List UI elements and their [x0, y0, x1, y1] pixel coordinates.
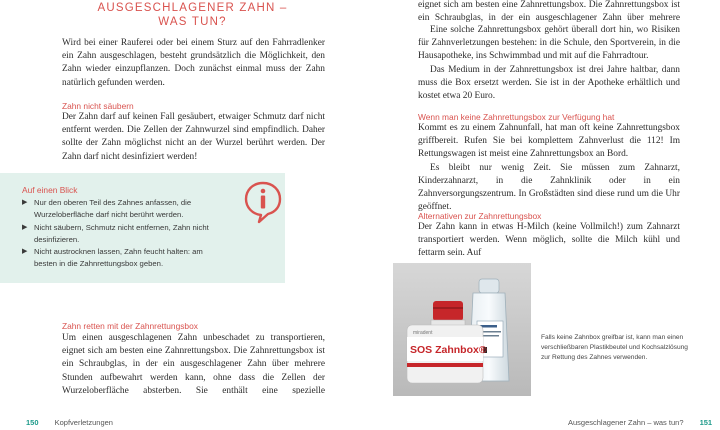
page-number: 150 — [26, 418, 39, 427]
chapter-title-line2: WAS TUN? — [158, 16, 227, 28]
photo-brand-label: miradent — [413, 330, 433, 336]
continued-paragraph — [418, 0, 680, 24]
paragraph-zahn-nicht-saeubern: Der Zahn darf auf keinen Fall gesäubert, etwaiger Schmutz darf nicht entfernt werden. Die Zellen der Zahnwurzel sind empfindlich. Daher sollte der Zahn möglichst nicht an der Wurzel berührt werden. Der Zahn darf nicht desinfiziert werden! — [62, 112, 325, 162]
paragraph-keine-zahnrettungsbox: Kommt es zu einem Zahnunfall, hat man oft keine Zahnrettungsbox griffbereit. Rufen Sie bei komplettem Zahnverlust die 112! Im Rettungswagen ist meist eine Zahnrettungsbox an Bord. Es bleibt nur wenig Zeit. Sie müssen zum Zahnarzt, Kinderzahnarzt, in die Zahnklinik oder in ein Zahnversorgungszentrum. In Großstädten sind diese rund um die Uhr geöffnet. — [418, 123, 680, 213]
at-a-glance-list — [22, 197, 222, 271]
product-photo-illustration — [393, 263, 531, 396]
footer-left — [26, 418, 113, 427]
paragraph-zahn-retten: Um einen ausgeschlagenen Zahn unbeschadet zu transportieren, eignet sich am besten eine Zahnrettungsbox. Die Zahnrettungsbox ist ein Schraubglas, in der ein ausgeschlagener Zahn über mehrere Stunden aufbewahrt werden kann, ohne dass die Zellen der Wurzeloberfläche absterben. Sie enthält eine spezielle — [62, 333, 325, 394]
chapter-title-line1: AUSGESCHLAGENER ZAHN – — [97, 2, 288, 14]
subheading-alternativen: Alternativen zur Zahnrettungsbox — [418, 211, 542, 221]
photo-caption: Falls keine Zahnbox greifbar ist, kann man einen verschließbaren Plastikbeutel und Kochsalzlösung zur Rettung des Zahnes verwenden. — [541, 334, 688, 361]
subheading-keine-zahnrettungsbox: Wenn man keine Zahnrettungsbox zur Verfügung hat — [418, 112, 615, 122]
at-a-glance-title: Auf einen Blick — [22, 185, 78, 195]
paragraph-alternativen: Der Zahn kann in etwas H-Milch (keine Vollmilch!) zum Zahnarzt transportiert werden. Wenn möglich, sollte die Milch kühl und fettarm sein. Auf — [418, 222, 680, 259]
paragraph-where-to-keep: Eine solche Zahnrettungsbox gehört überall dort hin, wo Risiken für Zahnverletzungen bestehen: in die Schule, den Sportverein, in die Hausapotheke, ins Schwimmbad und mit auf die Fahrradtour. Das Medium in der Zahnrettungsbox ist drei Jahre haltbar, dann muss die Box ersetzt werden. Sie ist in der Apotheke erhältlich und kostet etwa 20 Euro. — [418, 25, 680, 102]
bullet-icon: ▶ — [22, 248, 28, 256]
intro-paragraph: Wird bei einer Rauferei oder bei einem Sturz auf den Fahrradlenker ein Zahn ausgeschlagen, besteht grundsätzlich die Möglichkeit, den Zahn wieder einzupflanzen. Doch zunächst einmal muss der Zahn natürlich gefunden werden. — [62, 38, 325, 88]
page-number: 151 — [699, 418, 713, 427]
subheading-zahn-retten: Zahn retten mit der Zahnrettungsbox — [62, 321, 198, 331]
list-item: ▶ Nicht säubern, Schmutz nicht entfernen, Zahn nicht desinfizieren. — [22, 222, 209, 244]
subheading-zahn-nicht-saeubern: Zahn nicht säubern — [62, 101, 134, 111]
running-footer-label: Ausgeschlagener Zahn – was tun? — [568, 418, 684, 427]
chapter-title — [60, 1, 325, 29]
footer-right — [568, 418, 712, 427]
list-item: ▶ Nur den oberen Teil des Zahnes anfassen, die Wurzeloberfläche darf nicht berührt werden. — [22, 198, 192, 220]
info-icon — [243, 180, 283, 224]
continuation-text: eignet sich am besten eine Zahnrettungsbox. Die Zahnrettungsbox ist ein Schraubglas, in der ein ausgeschlagener Zahn über mehrere — [418, 0, 680, 24]
list-item: ▶ Nicht austrocknen lassen, Zahn feucht halten: am besten in die Zahnrettungsbox geben. — [22, 247, 203, 269]
product-photo — [393, 263, 531, 396]
bullet-icon: ▶ — [22, 199, 28, 206]
bullet-icon: ▶ — [22, 223, 28, 231]
photo-product-label: SOS Zahnbox® — [410, 344, 487, 356]
running-footer-label: Kopfverletzungen — [54, 418, 113, 427]
